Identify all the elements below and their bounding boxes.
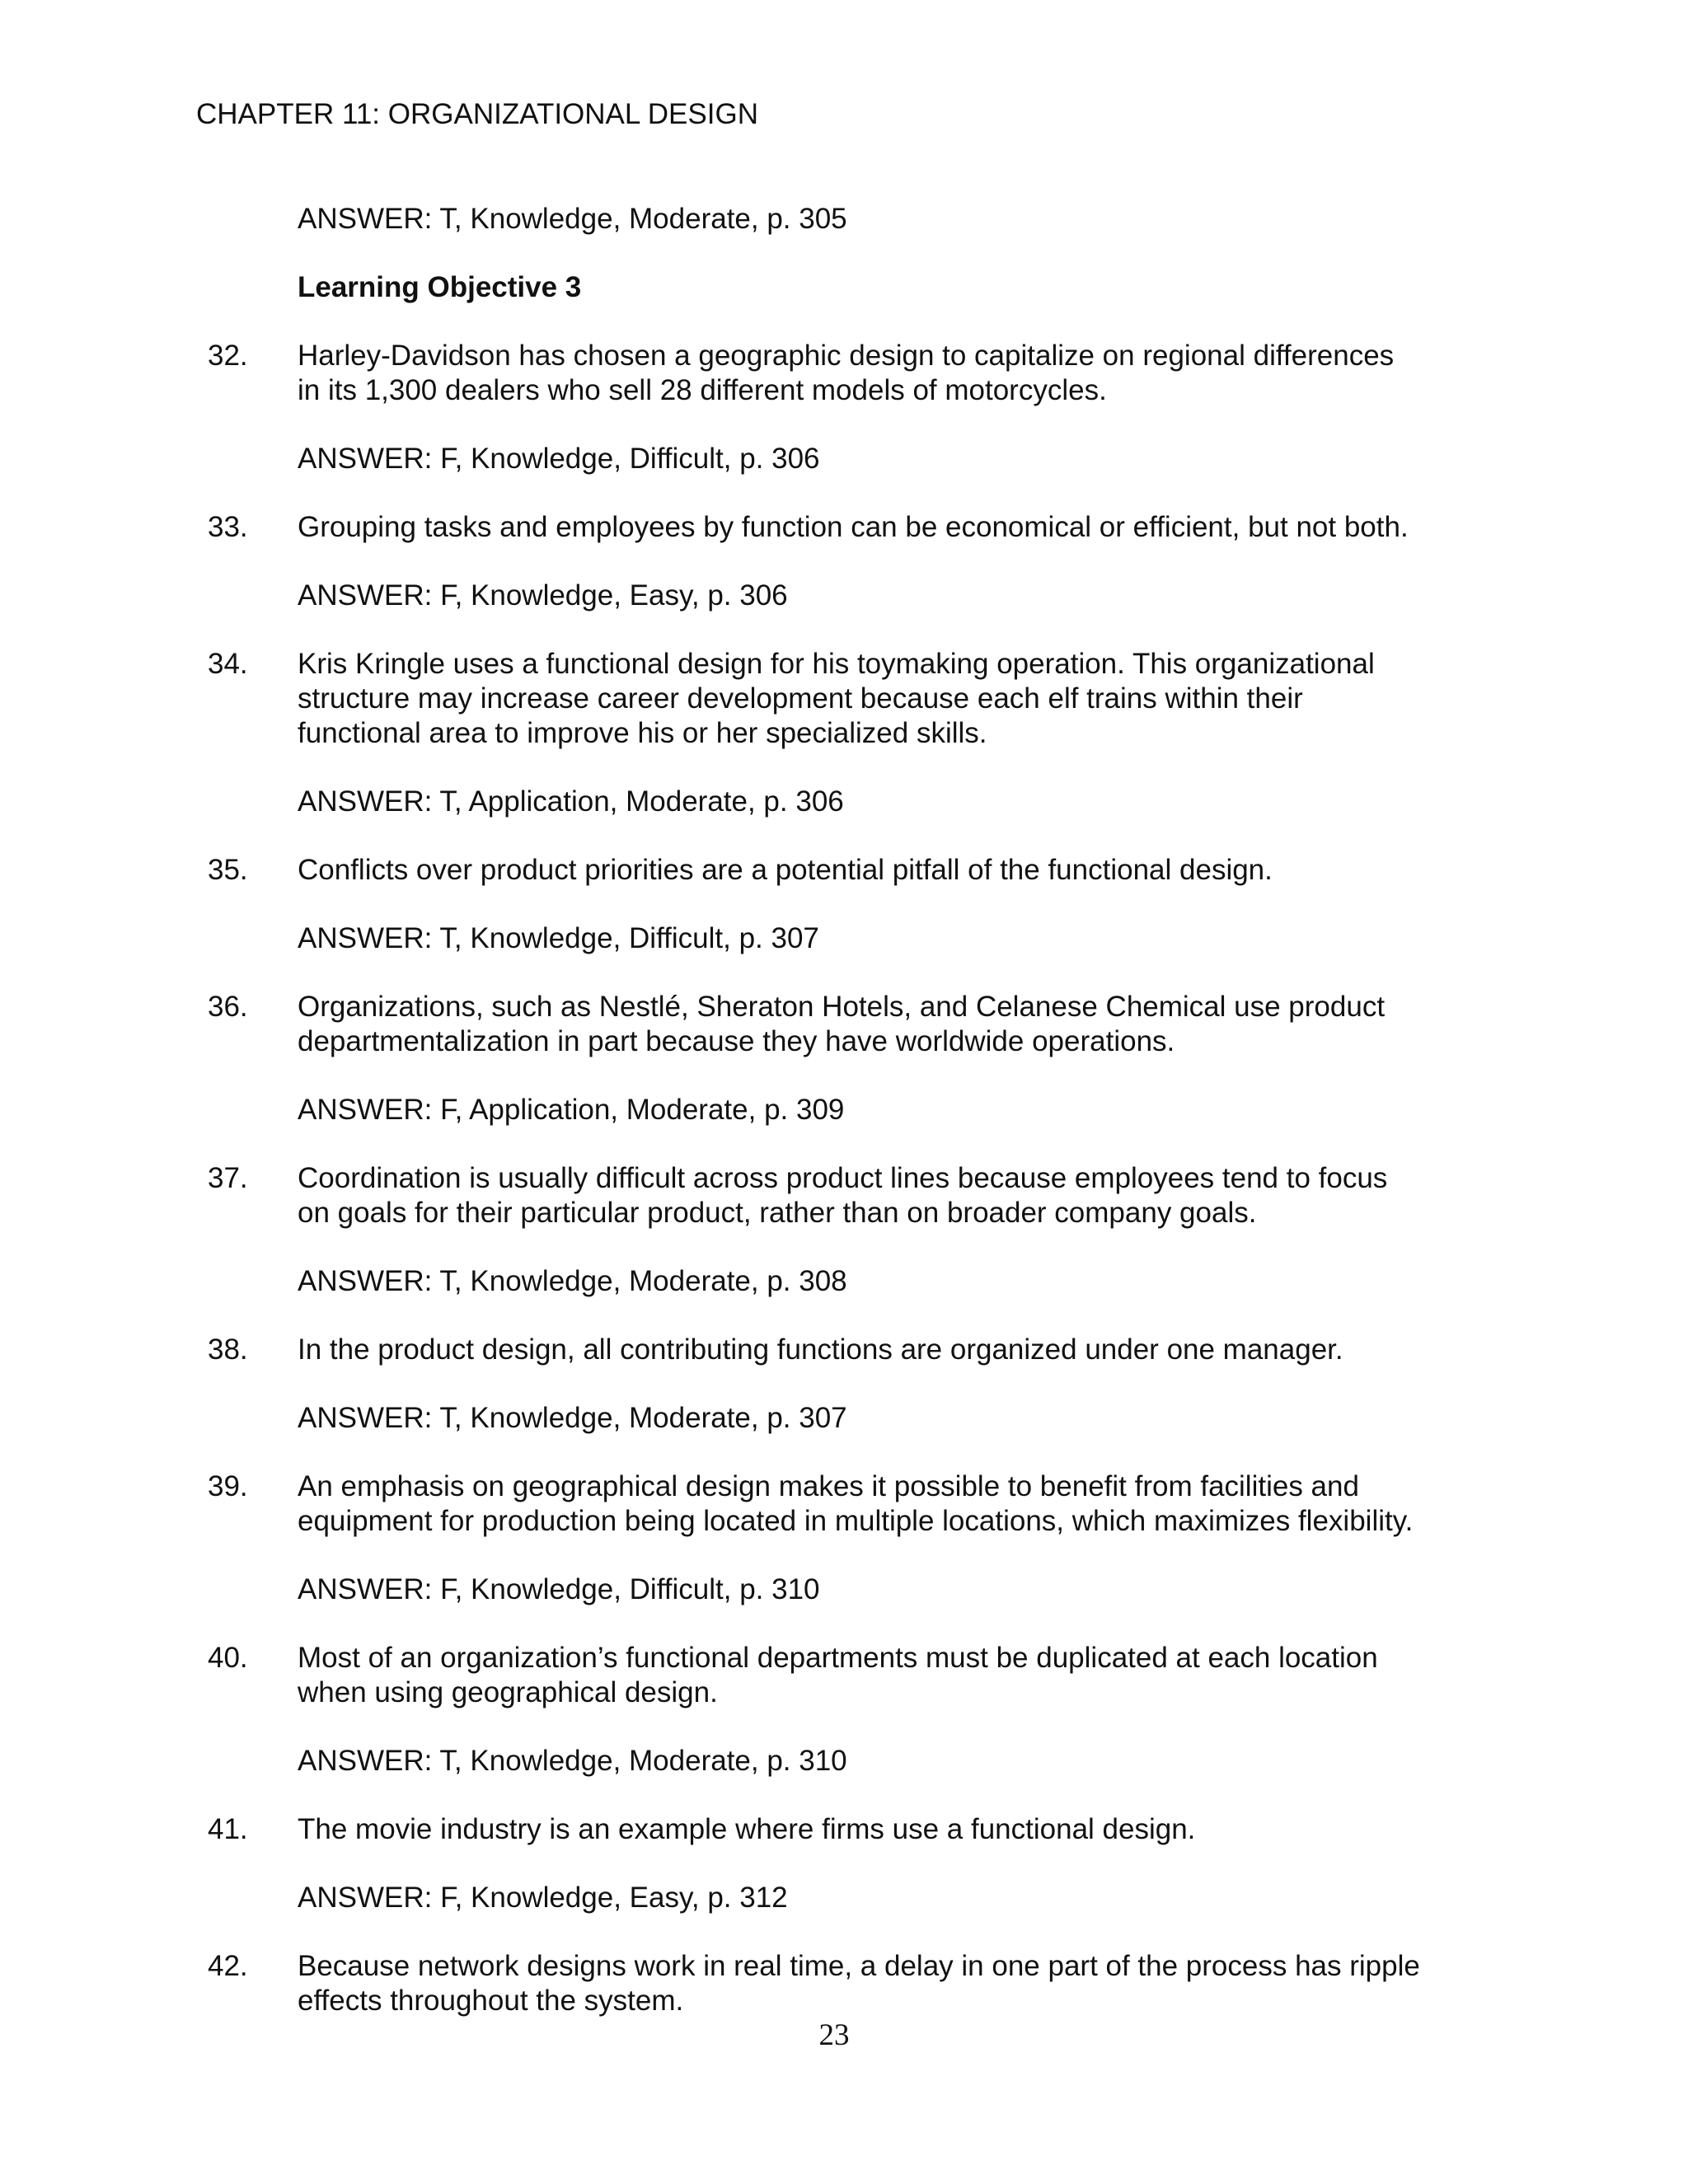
question-text <box>298 1812 1501 1847</box>
answer-line: ANSWER: T, Knowledge, Moderate, p. 308 <box>298 1265 847 1297</box>
question-text <box>298 1333 1501 1367</box>
question-list <box>0 202 1688 2018</box>
question-item <box>0 339 1688 408</box>
answer-line: ANSWER: T, Knowledge, Difficult, p. 307 <box>298 922 819 954</box>
answer-line: ANSWER: F, Knowledge, Easy, p. 312 <box>298 1882 788 1914</box>
question-text <box>298 1161 1501 1230</box>
question-number: 36. <box>208 991 248 1023</box>
question-item <box>0 1641 1688 1710</box>
question-text-line: Conflicts over product priorities are a potential pitfall of the functional design. <box>298 854 1273 886</box>
question-item <box>0 1333 1688 1367</box>
answer-line: ANSWER: T, Knowledge, Moderate, p. 307 <box>298 1402 847 1434</box>
question-number: 42. <box>208 1950 248 1982</box>
question-text-line: Harley-Davidson has chosen a geographic design to capitalize on regional differences <box>298 340 1395 372</box>
question-text <box>298 339 1501 408</box>
section-heading: Learning Objective 3 <box>298 271 582 303</box>
question-text-line: Coordination is usually difficult across product lines because employees tend to focus <box>298 1162 1388 1194</box>
question-text-line: The movie industry is an example where firms use a functional design. <box>298 1813 1196 1845</box>
question-item <box>0 990 1688 1059</box>
question-text-line: An emphasis on geographical design makes it possible to benefit from facilities and <box>298 1470 1359 1502</box>
question-item <box>0 1469 1688 1539</box>
answer-line: ANSWER: F, Knowledge, Easy, p. 306 <box>298 579 788 612</box>
questions-container <box>0 339 1688 2018</box>
question-text-line: Organizations, such as Nestlé, Sheraton Hotels, and Celanese Chemical use product <box>298 991 1386 1023</box>
question-text-line: equipment for production being located in multiple locations, which maximizes flexibility. <box>298 1505 1414 1537</box>
question-number: 41. <box>208 1813 248 1845</box>
question-item <box>0 1161 1688 1230</box>
question-number: 34. <box>208 648 248 680</box>
question-item <box>0 853 1688 888</box>
answer-line: ANSWER: F, Application, Moderate, p. 309 <box>298 1094 845 1126</box>
chapter-header: CHAPTER 11: ORGANIZATIONAL DESIGN <box>196 98 758 130</box>
question-number: 33. <box>208 511 248 543</box>
question-item <box>0 1812 1688 1847</box>
answer-line: ANSWER: T, Knowledge, Moderate, p. 310 <box>298 1745 847 1777</box>
question-item <box>0 510 1688 545</box>
question-number: 37. <box>208 1162 248 1194</box>
question-text-line: functional area to improve his or her specialized skills. <box>298 717 987 749</box>
question-text-line: Kris Kringle uses a functional design for his toymaking operation. This organizational <box>298 648 1375 680</box>
intro-answer: ANSWER: T, Knowledge, Moderate, p. 305 <box>298 203 847 235</box>
question-text-line: effects throughout the system. <box>298 1985 684 2017</box>
page-number: 23 <box>818 2018 850 2052</box>
question-text-line: structure may increase career development because each elf trains within their <box>298 682 1303 715</box>
question-text-line: on goals for their particular product, rather than on broader company goals. <box>298 1197 1257 1229</box>
question-text <box>298 990 1501 1059</box>
question-text-line: departmentalization in part because they have worldwide operations. <box>298 1025 1175 1057</box>
answer-line: ANSWER: T, Application, Moderate, p. 306 <box>298 785 844 818</box>
question-text <box>298 1469 1501 1539</box>
question-text <box>298 1949 1501 2018</box>
question-text-line: In the product design, all contributing functions are organized under one manager. <box>298 1333 1343 1366</box>
answer-line: ANSWER: F, Knowledge, Difficult, p. 310 <box>298 1573 820 1605</box>
question-text <box>298 510 1501 545</box>
question-number: 32. <box>208 340 248 372</box>
question-text-line: Most of an organization’s functional departments must be duplicated at each location <box>298 1642 1378 1674</box>
question-text-line: in its 1,300 dealers who sell 28 different models of motorcycles. <box>298 374 1107 406</box>
question-text-line: Grouping tasks and employees by function can be economical or efficient, but not both. <box>298 511 1409 543</box>
question-number: 35. <box>208 854 248 886</box>
question-number: 40. <box>208 1642 248 1674</box>
question-text <box>298 853 1501 888</box>
question-item <box>0 1949 1688 2018</box>
answer-line: ANSWER: F, Knowledge, Difficult, p. 306 <box>298 443 820 475</box>
question-text-line: when using geographical design. <box>298 1676 718 1708</box>
question-text-line: Because network designs work in real time, a delay in one part of the process has ripple <box>298 1950 1420 1982</box>
question-text <box>298 1641 1501 1710</box>
question-number: 38. <box>208 1333 248 1366</box>
question-item <box>0 647 1688 751</box>
question-number: 39. <box>208 1470 248 1502</box>
question-text <box>298 647 1501 751</box>
